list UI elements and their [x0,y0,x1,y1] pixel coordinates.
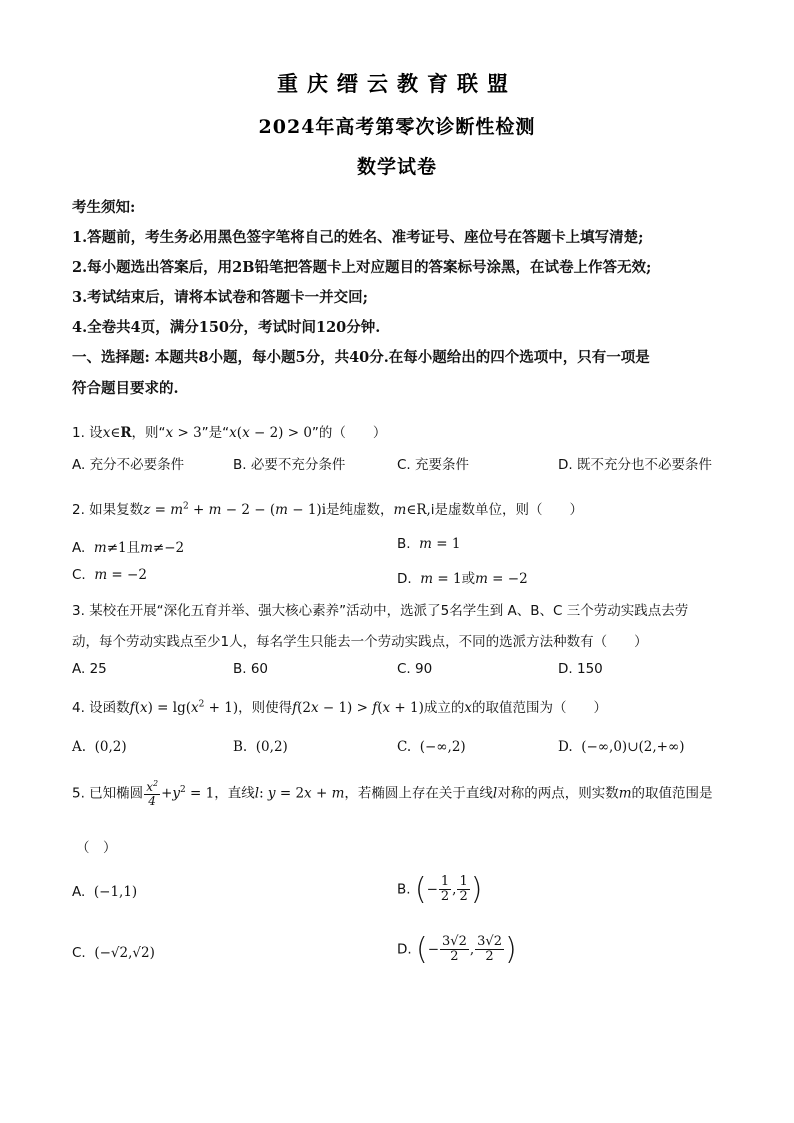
option-a: A. 25 [72,661,107,677]
option-c: C. m = −2 [72,567,147,583]
question-number: 3. [72,603,85,619]
option-c: C. (−∞,2) [397,739,466,755]
option-b: B. (0,2) [233,739,288,755]
option-a: A. m≠1且m≠−2 [72,540,185,556]
option-d: D. 既不充分也不必要条件 [558,457,712,473]
option-d: D. 150 [558,661,603,677]
question-1: 1. 设x∈R，则“x > 3”是“x(x − 2) > 0”的（ ） [72,425,387,441]
option-d: D. m = 1或m = −2 [397,571,528,587]
question-number: 5. [72,785,85,802]
option-c: C. 充要条件 [397,457,470,473]
option-b: B. 60 [233,661,269,677]
section-heading-line1: 一、选择题: 本题共8小题，每小题5分，共40分.在每小题给出的四个选项中，只有一项是 [72,349,650,366]
question-5-paren: （ ） [76,840,117,856]
notice-item-1: 1.答题前，考生务必用黑色签字笔将自己的姓名、准考证号、座位号在答题卡上填写清楚; [72,229,644,246]
option-b: B. 必要不充分条件 [233,457,346,473]
option-b: B. (− $\frac{1}{2}$ , $\frac{1}{2}$ ) [397,872,483,907]
option-a: A. 充分不必要条件 [72,457,185,473]
notice-item-3: 3.考试结束后，请将本试卷和答题卡一并交回; [72,289,368,306]
option-d: D. (− $\frac{3√2}{2}$ , $\frac{3√2}{2}$ ) [397,932,517,967]
notice-item-2: 2.每小题选出答案后，用2B铅笔把答题卡上对应题目的答案标号涂黑，在试卷上作答无效; [72,259,652,276]
question-number: 2. [72,502,85,518]
question-2: 2. 如果复数$z = m^2 + m - 2 - (m - 1)i$是纯虚数，m∈R,i是虚数单位，则（ ） [72,501,584,518]
notice-heading: 考生须知: [72,199,136,216]
exam-title: 2024年高考第零次诊断性检测 [258,116,536,138]
option-c: C. (−√2,√2) [72,945,155,961]
notice-item-4: 4.全卷共4页，满分150分，考试时间120分钟. [72,319,381,336]
option-d: D. (−∞,0)∪(2,+∞) [558,739,685,755]
question-3-line1: 3. 某校在开展“深化五育并举、强大核心素养”活动中，选派了5名学生到 A、B、C 三个劳动实践点去劳 [72,603,689,619]
option-a: A. (0,2) [72,739,127,755]
option-b: B. m = 1 [397,536,461,552]
option-a: A. (−1,1) [72,884,138,900]
org-title: 重庆缙云教育联盟 [277,71,517,96]
question-number: 1. [72,425,85,441]
question-4: 4. 设函数$f(x) = \lg(x^2 + 1)$，则使得f(2x − 1) > f(x + 1)成立的x的取值范围为（ ） [72,699,608,716]
section-heading-line2: 符合题目要求的. [72,380,179,397]
subject-title: 数学试卷 [356,156,437,178]
question-5: 5. 已知椭圆 $\frac{x^2}{4}$ $+y^2 = 1$，直线l: y = 2x + m，若椭圆上存在关于直线l对称的两点，则实数m的取值范围是 [72,779,713,808]
question-number: 4. [72,700,85,716]
question-3-line2: 动，每个劳动实践点至少1人，每名学生只能去一个劳动实践点，不同的选派方法种数有（ ） [72,634,648,650]
option-c: C. 90 [397,661,433,677]
